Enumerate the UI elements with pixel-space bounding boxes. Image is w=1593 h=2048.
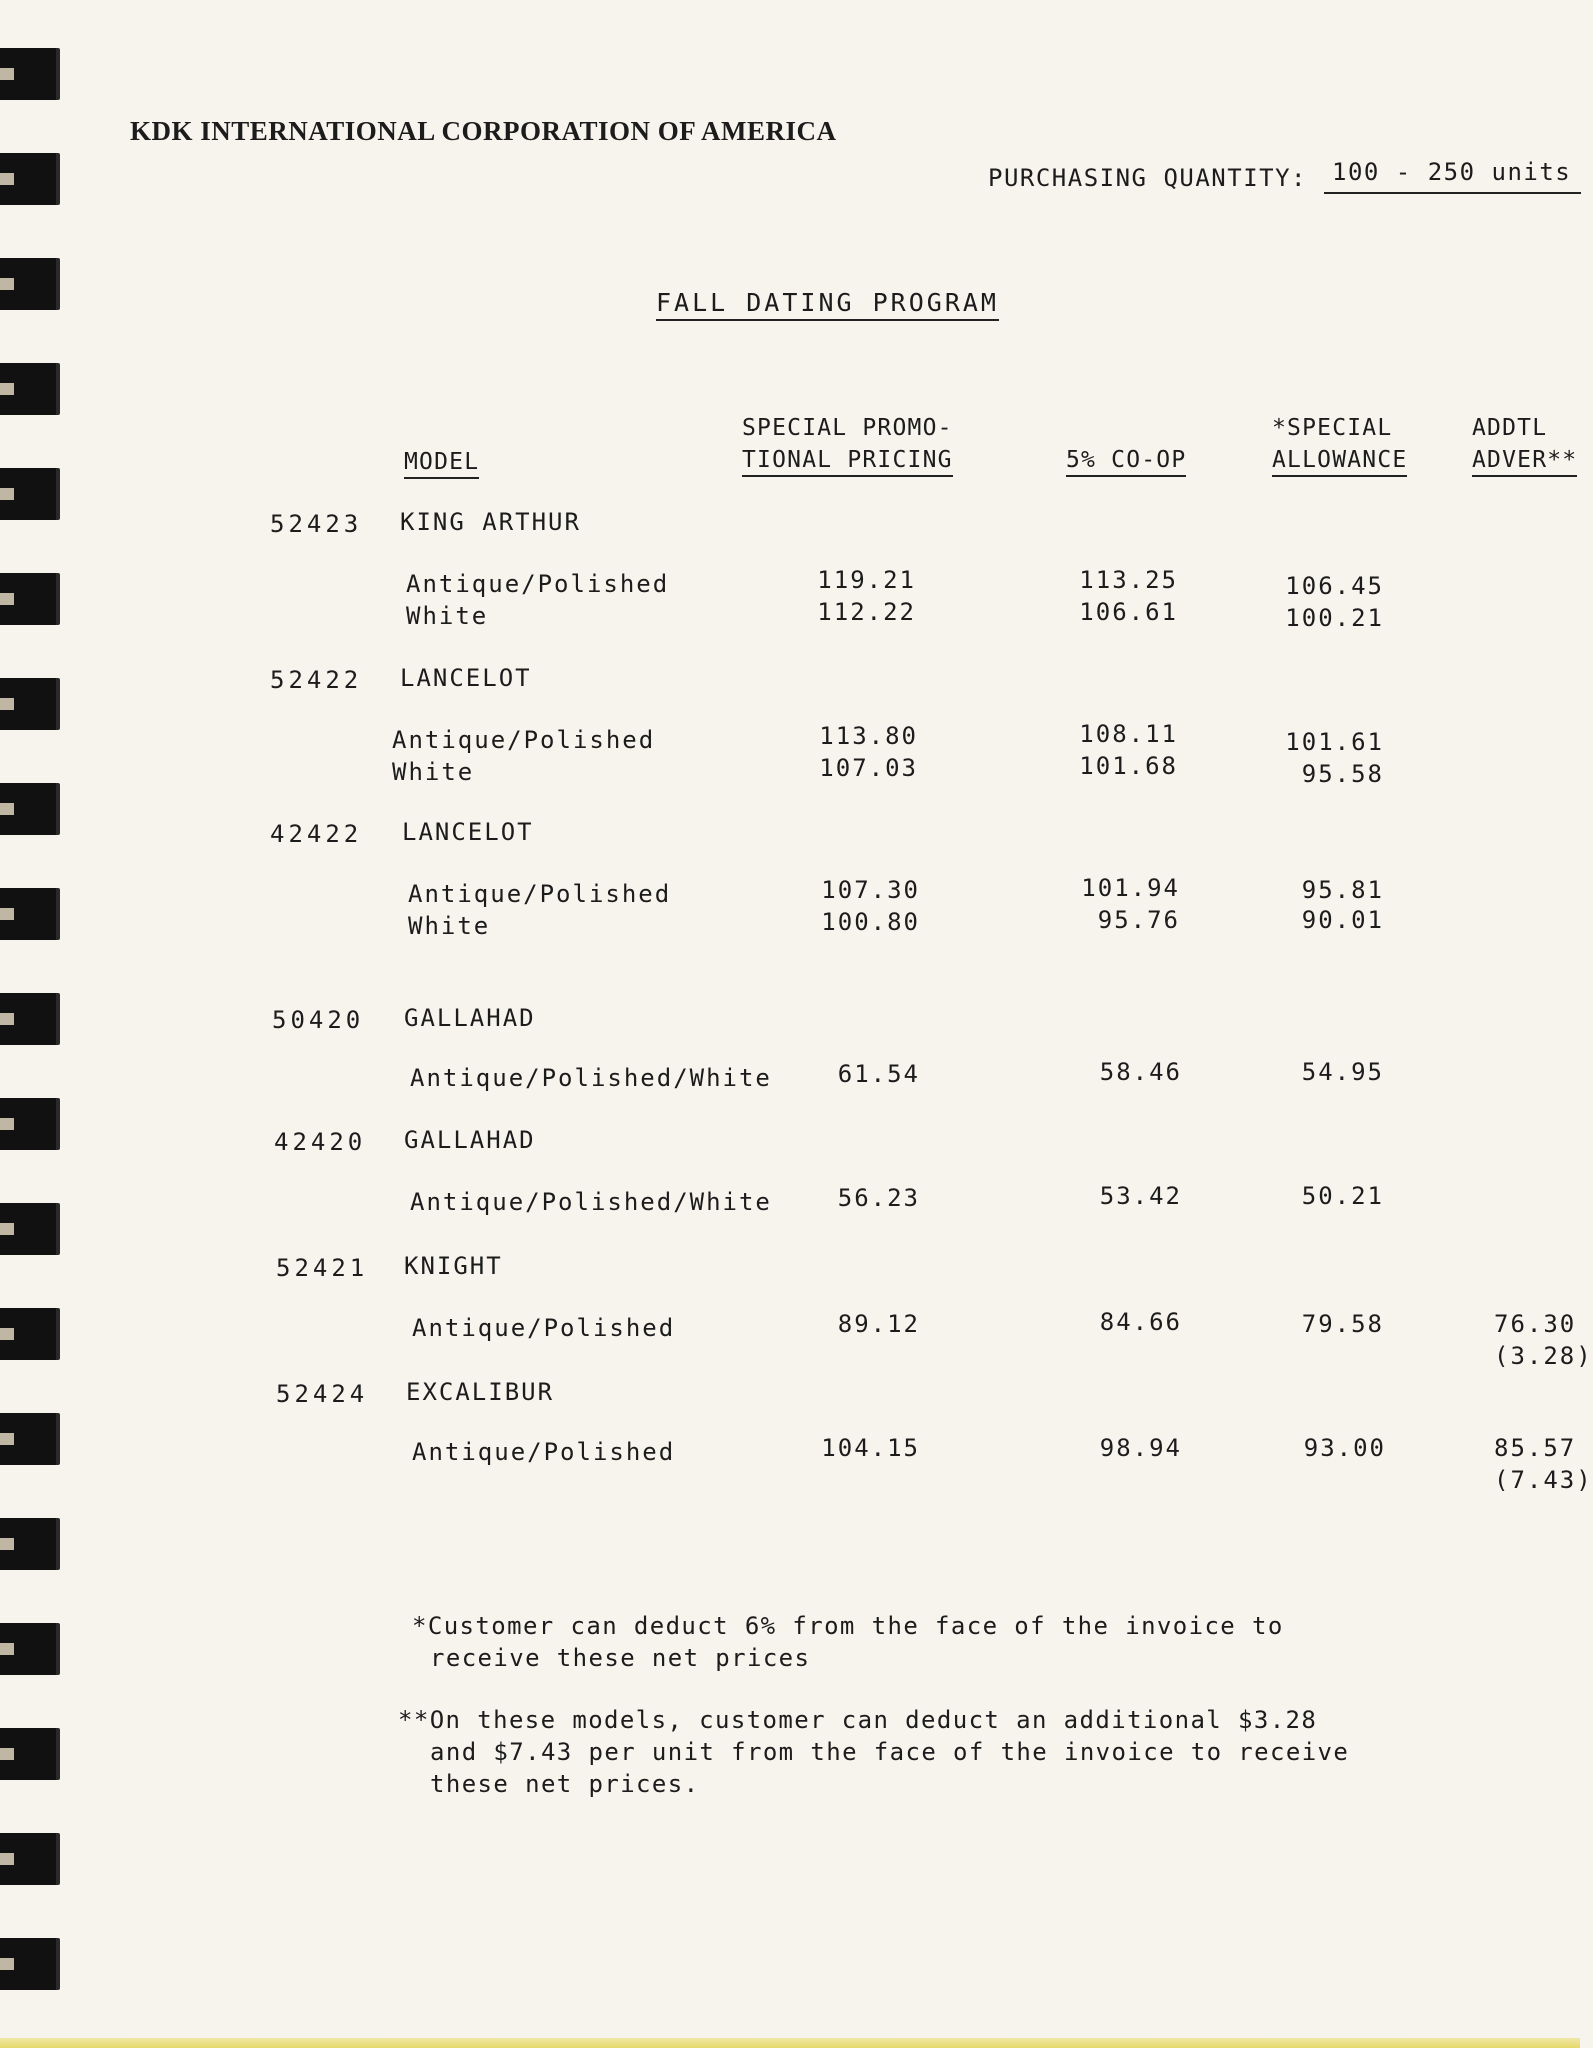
special-price: 95.58 [1301,760,1384,788]
variant-label: Antique/Polished [412,1438,676,1466]
column-header-addtl [1472,412,1577,476]
column-header-model-label: MODEL [404,449,479,479]
variant-label: Antique/Polished/White [410,1064,772,1092]
model-code: 52422 [270,666,363,694]
special-price: 54.95 [1301,1058,1384,1086]
page-title: FALL DATING PROGRAM [656,288,999,321]
addtl-deduction: (7.43) [1494,1466,1593,1494]
column-header-special-line2: ALLOWANCE [1272,447,1407,477]
variant-label: Antique/Polished [408,880,672,908]
special-price: 100.21 [1285,604,1384,632]
special-price: 106.45 [1285,572,1384,600]
company-name: KDK INTERNATIONAL CORPORATION OF AMERICA [130,116,837,146]
footnote-1-line-2: receive these net prices [430,1644,811,1672]
coop-price: 58.46 [1099,1058,1182,1086]
promo-price: 107.03 [819,754,918,782]
model-name: KNIGHT [404,1252,503,1280]
column-header-addtl-line2: ADVER** [1472,447,1577,477]
special-price: 79.58 [1301,1310,1384,1338]
variant-label: Antique/Polished [392,726,656,754]
promo-price: 56.23 [837,1184,920,1212]
addtl-deduction: (3.28) [1494,1342,1593,1370]
footnote-1-line-1: *Customer can deduct 6% from the face of the invoice to [412,1612,1284,1640]
model-code: 52424 [276,1380,369,1408]
promo-price: 107.30 [821,876,920,904]
coop-price: 84.66 [1099,1308,1182,1336]
page-bottom-edge [0,2038,1580,2048]
column-header-special-line1: *SPECIAL [1272,415,1393,441]
coop-price: 101.68 [1079,752,1178,780]
column-header-promo-line2: TIONAL PRICING [742,447,953,477]
column-header-coop-label: 5% CO-OP [1066,447,1186,477]
model-code: 42422 [270,820,363,848]
model-name: EXCALIBUR [406,1378,555,1406]
addtl-price: 85.57 [1494,1434,1577,1462]
promo-price: 112.22 [817,598,916,626]
coop-price: 53.42 [1099,1182,1182,1210]
model-code: 52421 [276,1254,369,1282]
column-header-model [404,446,479,478]
special-price: 93.00 [1303,1434,1386,1462]
coop-price: 95.76 [1097,906,1180,934]
footnote-2-line-2: and $7.43 per unit from the face of the invoice to receive [430,1738,1350,1766]
promo-price: 113.80 [819,722,918,750]
special-price: 95.81 [1301,876,1384,904]
column-header-coop [1066,444,1186,476]
variant-label: Antique/Polished [412,1314,676,1342]
model-name: LANCELOT [400,664,532,692]
model-code: 50420 [272,1006,365,1034]
promo-price: 61.54 [837,1060,920,1088]
special-price: 90.01 [1301,906,1384,934]
variant-label: White [406,602,489,630]
column-header-special [1272,412,1407,476]
purchasing-quantity-value: 100 - 250 units [1324,158,1581,194]
promo-price: 89.12 [837,1310,920,1338]
promo-price: 119.21 [817,566,916,594]
footnote-2-line-1: **On these models, customer can deduct an additional $3.28 [398,1706,1318,1734]
variant-label: White [392,758,475,786]
model-name: GALLAHAD [404,1004,536,1032]
special-price: 101.61 [1285,728,1384,756]
footnote-2-line-3: these net prices. [430,1770,700,1798]
addtl-price: 76.30 [1494,1310,1577,1338]
spiral-binding [0,40,64,2000]
coop-price: 101.94 [1081,874,1180,902]
coop-price: 106.61 [1079,598,1178,626]
coop-price: 98.94 [1099,1434,1182,1462]
coop-price: 108.11 [1079,720,1178,748]
promo-price: 104.15 [821,1434,920,1462]
model-name: KING ARTHUR [400,508,581,536]
model-name: GALLAHAD [404,1126,536,1154]
column-header-promo [742,412,953,476]
special-price: 50.21 [1301,1182,1384,1210]
column-header-addtl-line1: ADDTL [1472,415,1548,441]
coop-price: 113.25 [1079,566,1178,594]
variant-label: Antique/Polished/White [410,1188,772,1216]
variant-label: Antique/Polished [406,570,670,598]
model-name: LANCELOT [402,818,534,846]
variant-label: White [408,912,491,940]
model-code: 52423 [270,510,363,538]
model-code: 42420 [274,1128,367,1156]
promo-price: 100.80 [821,908,920,936]
column-header-promo-line1: SPECIAL PROMO- [742,415,953,441]
purchasing-quantity-label: PURCHASING QUANTITY: [988,164,1307,192]
